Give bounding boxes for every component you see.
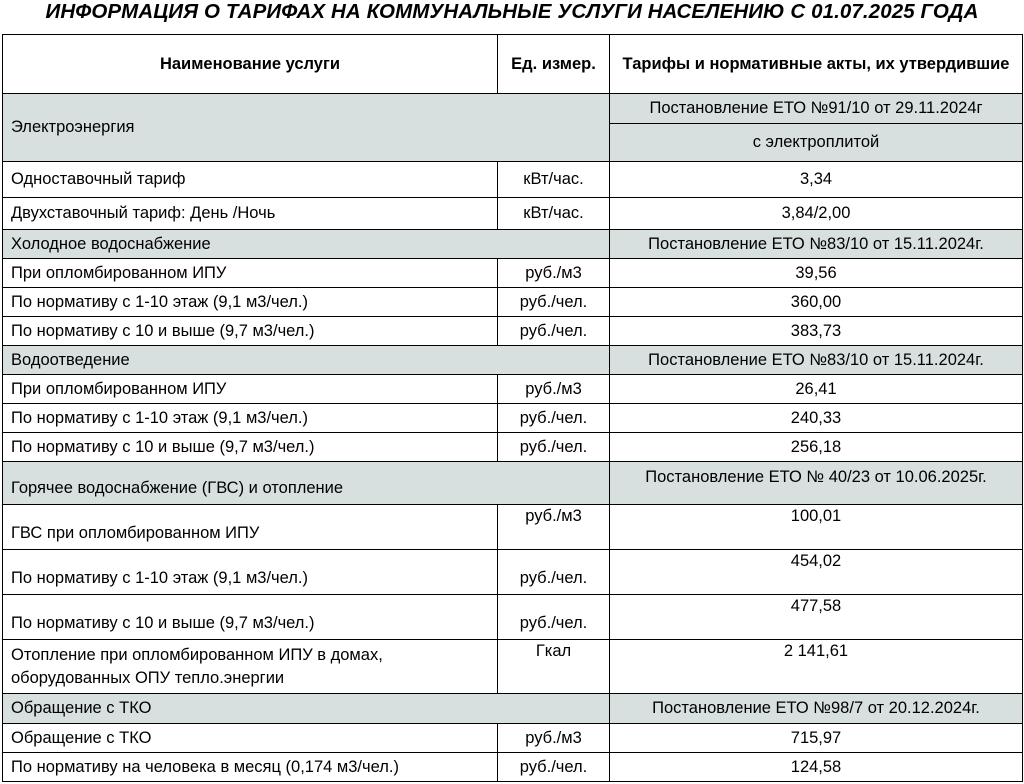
table-row xyxy=(3,198,1023,230)
unit: руб./чел. xyxy=(498,288,610,317)
tariff-value: 383,73 xyxy=(610,317,1023,346)
table-row xyxy=(3,404,1023,433)
service-name: По нормативу с 1-10 этаж (9,1 м3/чел.) xyxy=(3,404,498,433)
service-name: Одноставочный тариф xyxy=(3,162,498,198)
table-row xyxy=(3,724,1023,753)
section-act-hot-water: Постановление ЕТО № 40/23 от 10.06.2025г. xyxy=(610,462,1023,505)
tariff-table xyxy=(2,34,1023,782)
unit: руб./чел. xyxy=(498,550,610,595)
section-act-waste: Постановление ЕТО №98/7 от 20.12.2024г. xyxy=(610,694,1023,724)
tariff-value: 2 141,61 xyxy=(610,640,1023,694)
table-row xyxy=(3,550,1023,595)
service-name: По нормативу с 10 и выше (9,7 м3/чел.) xyxy=(3,317,498,346)
unit: руб./м3 xyxy=(498,505,610,550)
service-name: При опломбированном ИПУ xyxy=(3,375,498,404)
unit: руб./м3 xyxy=(498,724,610,753)
section-row-waste xyxy=(3,694,1023,724)
tariff-value: 715,97 xyxy=(610,724,1023,753)
unit: руб./чел. xyxy=(498,433,610,462)
tariff-value: 39,56 xyxy=(610,259,1023,288)
section-name-sewerage: Водоотведение xyxy=(3,346,610,375)
section-note-electricity: с электроплитой xyxy=(610,124,1023,162)
tariff-value: 26,41 xyxy=(610,375,1023,404)
tariff-value: 100,01 xyxy=(610,505,1023,550)
table-row xyxy=(3,595,1023,640)
section-name-hot-water: Горячее водоснабжение (ГВС) и отопление xyxy=(3,462,610,505)
tariff-value: 360,00 xyxy=(610,288,1023,317)
tariff-value: 477,58 xyxy=(610,595,1023,640)
table-row xyxy=(3,162,1023,198)
tariff-value: 124,58 xyxy=(610,753,1023,782)
table-row xyxy=(3,375,1023,404)
table-header-row xyxy=(3,35,1023,94)
unit: руб./м3 xyxy=(498,259,610,288)
unit: кВт/час. xyxy=(498,198,610,230)
section-name-waste: Обращение с ТКО xyxy=(3,694,610,724)
section-row-electricity xyxy=(3,94,1023,124)
page-title: ИНФОРМАЦИЯ О ТАРИФАХ НА КОММУНАЛЬНЫЕ УСЛУГИ НАСЕЛЕНИЮ С 01.07.2025 ГОДА xyxy=(45,0,979,23)
section-act-cold-water: Постановление ЕТО №83/10 от 15.11.2024г. xyxy=(610,230,1023,259)
unit: руб./м3 xyxy=(498,375,610,404)
unit: Гкал xyxy=(498,640,610,694)
section-act-sewerage: Постановление ЕТО №83/10 от 15.11.2024г. xyxy=(610,346,1023,375)
header-unit: Ед. измер. xyxy=(498,35,610,94)
section-row-cold-water xyxy=(3,230,1023,259)
section-name-electricity: Электроэнергия xyxy=(3,94,610,162)
section-act-electricity: Постановление ЕТО №91/10 от 29.11.2024г xyxy=(610,94,1023,124)
table-row xyxy=(3,505,1023,550)
table-row xyxy=(3,753,1023,782)
service-name: По нормативу на человека в месяц (0,174 м3/чел.) xyxy=(3,753,498,782)
service-name: Двухставочный тариф: День /Ночь xyxy=(3,198,498,230)
service-name: Обращение с ТКО xyxy=(3,724,498,753)
table-row xyxy=(3,433,1023,462)
unit: руб./чел. xyxy=(498,317,610,346)
service-name: По нормативу с 1-10 этаж (9,1 м3/чел.) xyxy=(3,550,498,595)
table-row xyxy=(3,288,1023,317)
service-name: Отопление при опломбированном ИПУ в домах, оборудованных ОПУ тепло.энергии xyxy=(3,640,498,694)
header-service: Наименование услуги xyxy=(3,35,498,94)
tariff-value: 3,84/2,00 xyxy=(610,198,1023,230)
service-name: ГВС при опломбированном ИПУ xyxy=(3,505,498,550)
section-row-hot-water xyxy=(3,462,1023,505)
header-tariff: Тарифы и нормативные акты, их утвердившие xyxy=(610,35,1023,94)
section-row-sewerage xyxy=(3,346,1023,375)
service-name: По нормативу с 1-10 этаж (9,1 м3/чел.) xyxy=(3,288,498,317)
tariff-value: 454,02 xyxy=(610,550,1023,595)
section-name-cold-water: Холодное водоснабжение xyxy=(3,230,610,259)
unit: руб./чел. xyxy=(498,404,610,433)
table-row xyxy=(3,640,1023,694)
tariff-value: 256,18 xyxy=(610,433,1023,462)
service-name: При опломбированном ИПУ xyxy=(3,259,498,288)
unit: руб./чел. xyxy=(498,753,610,782)
unit: руб./чел. xyxy=(498,595,610,640)
unit: кВт/час. xyxy=(498,162,610,198)
service-name: По нормативу с 10 и выше (9,7 м3/чел.) xyxy=(3,595,498,640)
tariff-value: 240,33 xyxy=(610,404,1023,433)
table-row xyxy=(3,259,1023,288)
service-name: По нормативу с 10 и выше (9,7 м3/чел.) xyxy=(3,433,498,462)
table-row xyxy=(3,317,1023,346)
tariff-value: 3,34 xyxy=(610,162,1023,198)
